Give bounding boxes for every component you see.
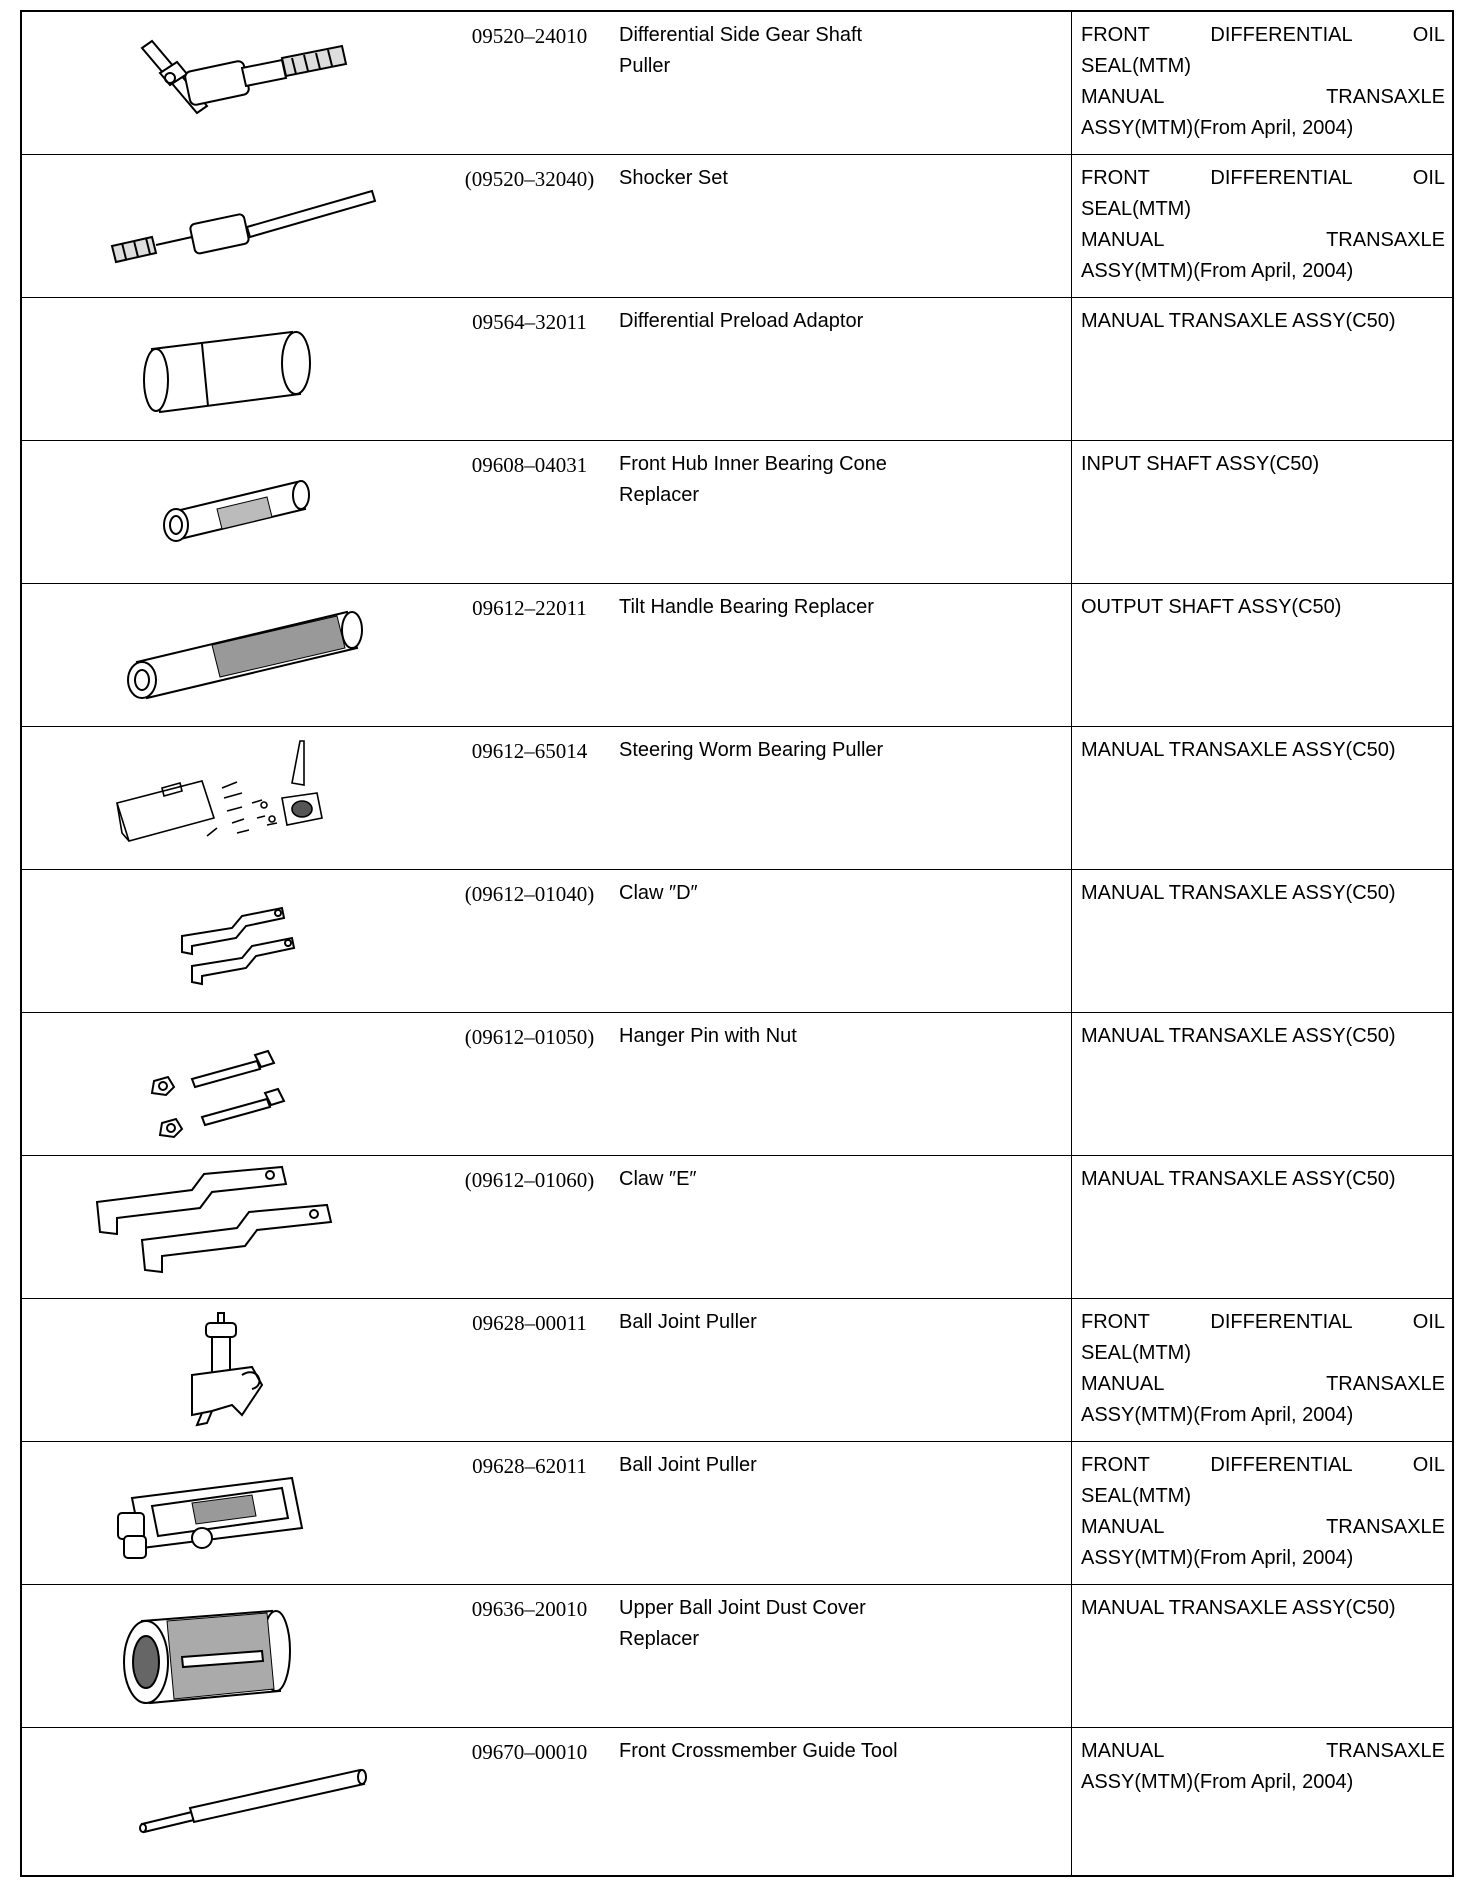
gear-shaft-puller-icon: [42, 18, 422, 148]
bearing-cone-replacer-icon: [42, 447, 422, 577]
application-note: MANUAL TRANSAXLE ASSY(C50): [1081, 1597, 1396, 1619]
table-row: [22, 1728, 1452, 1877]
bearing-replacer-icon: [42, 590, 422, 720]
application-note: FRONT DIFFERENTIAL OIL SEAL(MTM) MANUAL TRANSAXLE ASSY(MTM)(From April, 2004): [1081, 1454, 1445, 1569]
column-divider: [1071, 1013, 1072, 1155]
application-note: MANUAL TRANSAXLE ASSY(C50): [1081, 1025, 1396, 1047]
column-divider: [1071, 727, 1072, 869]
column-divider: [1071, 155, 1072, 297]
table-row: [22, 1299, 1452, 1442]
part-number: 09520–24010: [471, 24, 588, 48]
application-note: FRONT DIFFERENTIAL OIL SEAL(MTM) MANUAL TRANSAXLE ASSY(MTM)(From April, 2004): [1081, 1311, 1445, 1426]
tool-name: Upper Ball Joint Dust Cover Replacer: [619, 1597, 866, 1650]
table-row: [22, 441, 1452, 584]
special-tools-table: [20, 10, 1454, 1877]
tool-name: Claw ″D″: [619, 882, 698, 904]
table-row: [22, 727, 1452, 870]
tool-name: Shocker Set: [619, 167, 728, 189]
column-divider: [1071, 584, 1072, 726]
tool-name: Differential Preload Adaptor: [619, 310, 864, 332]
tool-name: Steering Worm Bearing Puller: [619, 739, 884, 761]
column-divider: [1071, 1299, 1072, 1441]
column-divider: [1071, 1585, 1072, 1727]
column-divider: [1071, 12, 1072, 154]
column-divider: [1071, 441, 1072, 583]
column-divider: [1071, 1156, 1072, 1298]
application-note: FRONT DIFFERENTIAL OIL SEAL(MTM) MANUAL TRANSAXLE ASSY(MTM)(From April, 2004): [1081, 24, 1445, 139]
table-row: [22, 155, 1452, 298]
table-row: [22, 1156, 1452, 1299]
table-row: [22, 12, 1452, 155]
part-number: 09636–20010: [471, 1597, 588, 1621]
application-note: OUTPUT SHAFT ASSY(C50): [1081, 596, 1342, 618]
column-divider: [1071, 870, 1072, 1012]
part-number: 09612–65014: [471, 739, 588, 763]
tool-name: Ball Joint Puller: [619, 1454, 757, 1476]
part-number: 09628–62011: [472, 1454, 587, 1478]
shocker-set-icon: [42, 161, 422, 291]
tool-name: Differential Side Gear Shaft Puller: [619, 24, 863, 77]
application-note: FRONT DIFFERENTIAL OIL SEAL(MTM) MANUAL TRANSAXLE ASSY(MTM)(From April, 2004): [1081, 167, 1445, 282]
dust-cover-replacer-icon: [42, 1591, 422, 1721]
tool-name: Ball Joint Puller: [619, 1311, 757, 1333]
table-row: [22, 584, 1452, 727]
tool-name: Claw ″E″: [619, 1168, 697, 1190]
application-note: MANUAL TRANSAXLE ASSY(MTM)(From April, 2004): [1081, 1740, 1445, 1793]
column-divider: [1071, 298, 1072, 440]
part-number: (09612–01060): [464, 1168, 595, 1192]
worm-bearing-puller-icon: [42, 733, 422, 863]
application-note: INPUT SHAFT ASSY(C50): [1081, 453, 1320, 475]
table-row: [22, 1013, 1452, 1156]
hanger-pin-icon: [42, 1019, 422, 1149]
guide-tool-icon: [42, 1734, 422, 1864]
ball-joint-puller-clamp-icon: [42, 1448, 422, 1578]
tool-name: Front Hub Inner Bearing Cone Replacer: [619, 453, 887, 506]
tool-name: Hanger Pin with Nut: [619, 1025, 797, 1047]
part-number: 09628–00011: [472, 1311, 587, 1335]
preload-adaptor-icon: [42, 304, 422, 434]
application-note: MANUAL TRANSAXLE ASSY(C50): [1081, 739, 1396, 761]
column-divider: [1071, 1442, 1072, 1584]
table-row: [22, 298, 1452, 441]
part-number: 09670–00010: [471, 1740, 588, 1764]
part-number: 09608–04031: [471, 453, 588, 477]
part-number: 09564–32011: [472, 310, 587, 334]
claw-d-icon: [42, 876, 422, 1006]
part-number: (09520–32040): [464, 167, 595, 191]
claw-e-icon: [42, 1162, 422, 1292]
application-note: MANUAL TRANSAXLE ASSY(C50): [1081, 1168, 1396, 1190]
table-row: [22, 870, 1452, 1013]
table-row: [22, 1442, 1452, 1585]
tool-name: Tilt Handle Bearing Replacer: [619, 596, 874, 618]
part-number: (09612–01040): [464, 882, 595, 906]
application-note: MANUAL TRANSAXLE ASSY(C50): [1081, 310, 1396, 332]
column-divider: [1071, 1728, 1072, 1877]
part-number: (09612–01050): [464, 1025, 595, 1049]
ball-joint-puller-icon: [42, 1305, 422, 1435]
part-number: 09612–22011: [472, 596, 587, 620]
table-row: [22, 1585, 1452, 1728]
application-note: MANUAL TRANSAXLE ASSY(C50): [1081, 882, 1396, 904]
tool-name: Front Crossmember Guide Tool: [619, 1740, 898, 1762]
